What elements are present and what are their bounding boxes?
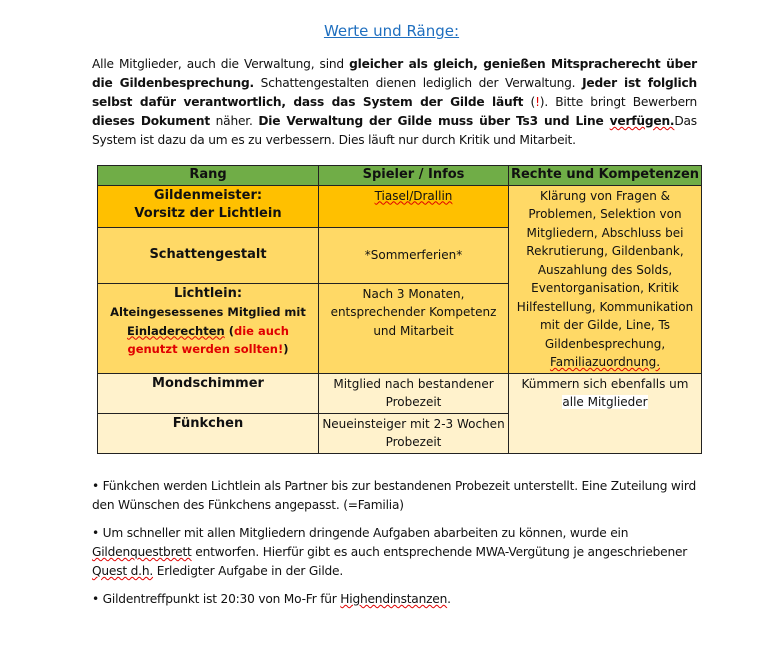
rank-subtitle: Vorsitz der Lichtlein <box>134 206 282 221</box>
table-row <box>98 185 702 227</box>
info-cell <box>319 185 509 227</box>
document-title: Werte und Ränge: <box>323 22 460 40</box>
rights-cell-upper <box>509 185 702 373</box>
rank-desc: ) <box>283 342 289 357</box>
rank-cell: Fünkchen <box>98 413 319 453</box>
text: entworfen. Hierfür gibt es auch entsprechende MWA-Vergütung je angeschriebener <box>191 545 688 559</box>
rank-desc-red: die auch genutzt werden sollten! <box>127 323 289 357</box>
info-cell: Nach 3 Monaten, entsprechender Kompetenz und Mitarbeit <box>319 283 509 373</box>
info-cell: Mitglied nach bestandener Probezeit <box>319 373 509 413</box>
info-text: Tiasel/Drallin <box>374 188 453 203</box>
rank-cell: Schattengestalt <box>98 227 319 283</box>
rank-name: Lichtlein: <box>173 285 243 301</box>
text: ( <box>523 95 536 109</box>
text: Das System ist dazu da um es zu verbessern. Dies läuft nur durch Kritik und Mitarbeit. <box>92 114 697 147</box>
rights-text: Klärung von Fragen & Problemen, Selektion von Mitgliedern, Abschluss bei Rekrutierung, Gildenbank, Auszahlung des Solds, Eventorganisation, Kritik Hilfestellung, Kommunikation mit der Gilde, Line, Ts Gildenbesprechung, <box>516 188 694 351</box>
info-cell: *Sommerferien* <box>319 227 509 283</box>
intro-paragraph <box>92 55 697 150</box>
note-item <box>92 590 702 609</box>
header-spieler: Spieler / Infos <box>319 166 509 186</box>
text: näher. <box>209 114 259 128</box>
rank-cell: Mondschimmer <box>98 373 319 413</box>
bold-text: Jeder ist folglich selbst dafür verantwortlich, dass das System der Gilde läuft <box>92 76 697 109</box>
table-header-row <box>98 166 702 186</box>
note-item <box>92 524 702 581</box>
rights-text-end: Familiazuordnung. <box>549 355 661 369</box>
bold-text: verfügen. <box>609 114 675 128</box>
text: . <box>447 592 451 606</box>
ranks-table <box>97 165 702 454</box>
text: ). Bitte bringt Bewerbern <box>539 95 698 109</box>
text: Gildenquestbrett <box>92 545 192 559</box>
rank-desc: Einladerechten <box>127 323 225 338</box>
text: Quest d.h. <box>92 564 154 578</box>
notes-list <box>92 477 702 618</box>
text: • Gildentreffpunkt ist 20:30 von Mo-Fr für <box>92 592 341 606</box>
header-rang: Rang <box>98 166 319 186</box>
rights-text: Kümmern sich ebenfalls um <box>521 376 689 391</box>
note-item: • Fünkchen werden Lichtlein als Partner bis zur bestandenen Probezeit unterstellt. Eine Zuteilung wird den Wünschen des Fünkchens angepasst. (=Familia) <box>92 479 696 512</box>
header-rechte: Rechte und Kompetenzen <box>509 166 702 186</box>
bold-text: gleicher als gleich, genießen Mitspracherecht über die Gildenbesprechung. <box>92 57 697 90</box>
text: Erledigter Aufgabe in der Gilde. <box>153 564 344 578</box>
text: Alle Mitglieder, auch die Verwaltung, sind <box>92 57 350 71</box>
rank-desc: Alteingesessenes Mitglied mit <box>110 305 306 320</box>
rights-cell-lower <box>509 373 702 453</box>
rank-desc: ( <box>224 323 234 338</box>
info-cell: Neueinsteiger mit 2-3 Wochen Probezeit <box>319 413 509 453</box>
text: Schattengestalten dienen lediglich der Verwaltung. <box>253 76 583 90</box>
rank-name: Gildenmeister: <box>153 187 263 203</box>
text: Highendinstanzen <box>340 592 448 606</box>
text: • Um schneller mit allen Mitgliedern dringende Aufgaben abarbeiten zu können, wurde ein <box>92 526 629 540</box>
rights-text-end: alle Mitglieder <box>562 395 648 409</box>
bold-text: dieses Dokument <box>92 114 210 128</box>
exclamation: ! <box>535 95 540 109</box>
table-row <box>98 373 702 413</box>
rank-cell <box>98 185 319 227</box>
rank-cell <box>98 283 319 373</box>
bold-text: Die Verwaltung der Gilde muss über Ts3 und Line <box>258 114 610 128</box>
